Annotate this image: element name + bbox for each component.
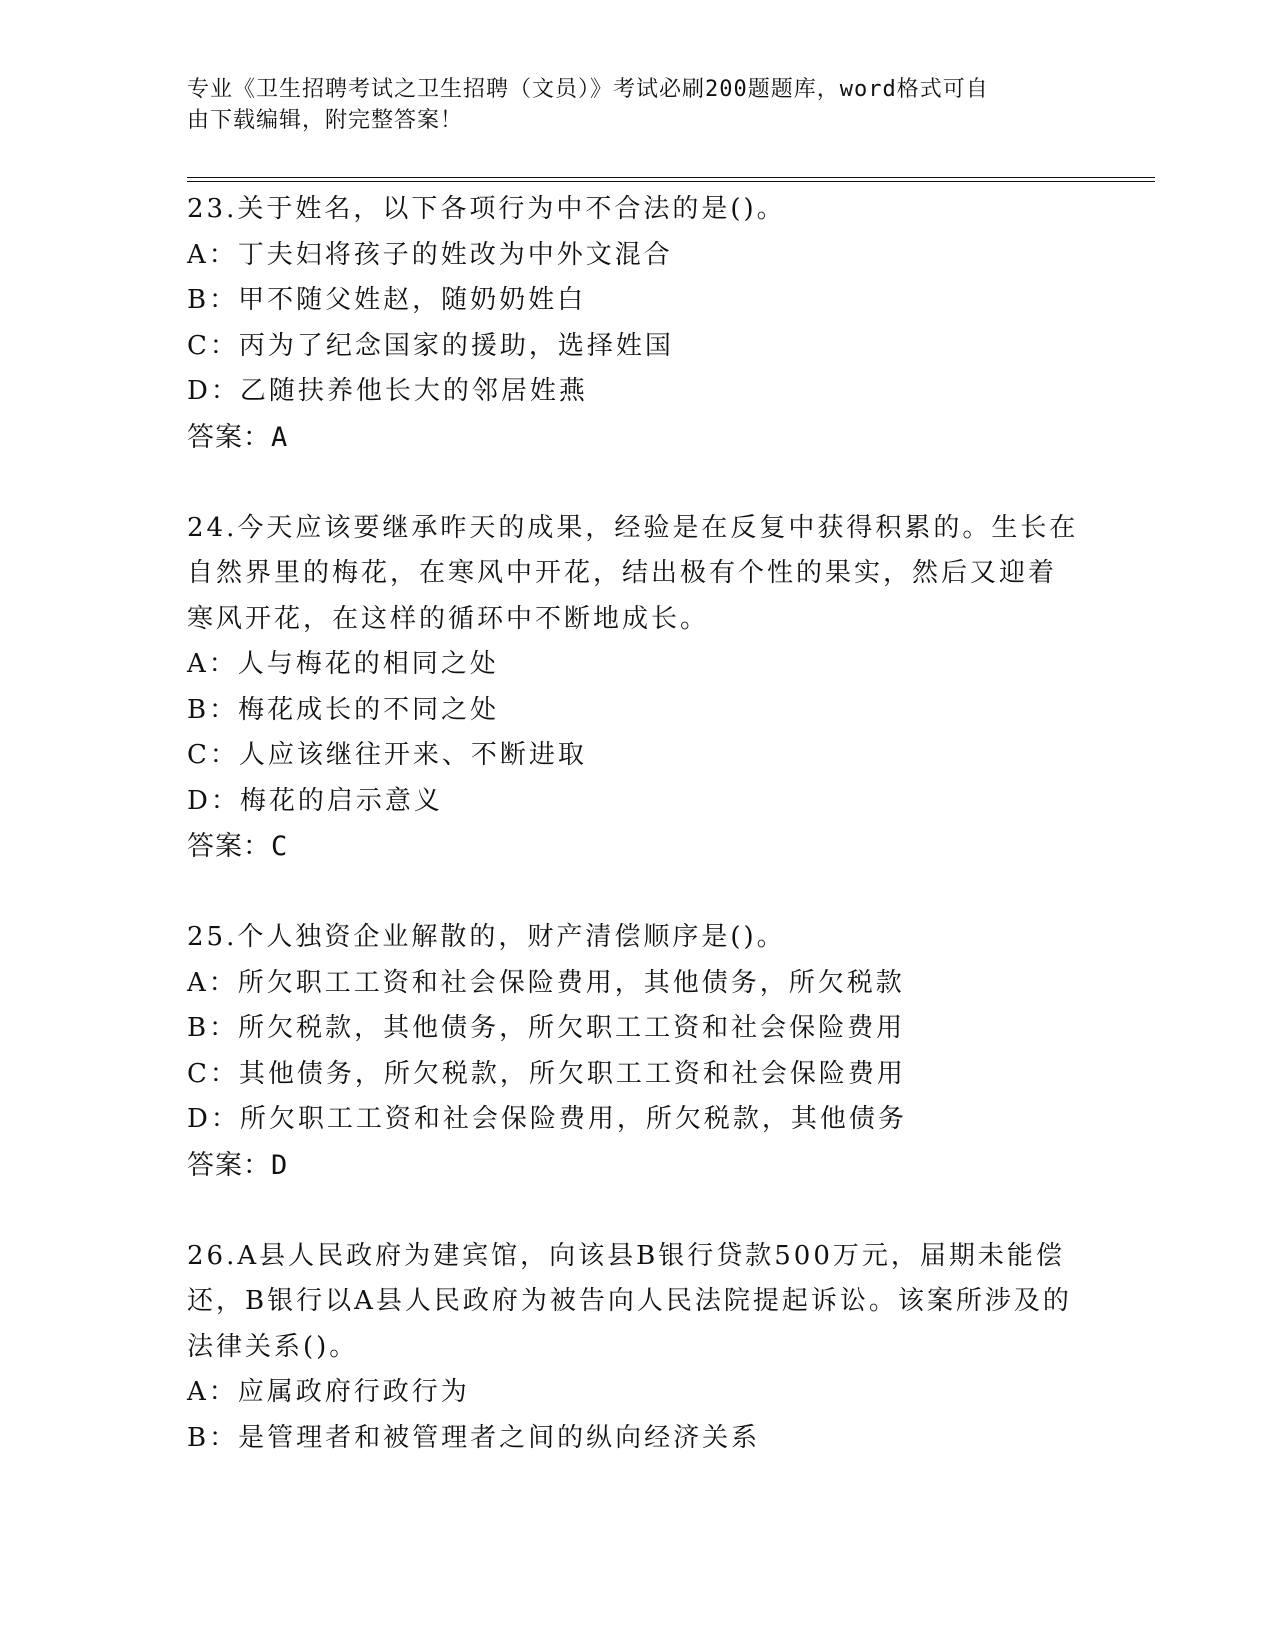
option-a: A：应属政府行政行为 <box>187 1377 470 1407</box>
question-stem-continued: 自然界里的梅花，在寒风中开花，结出极有个性的果实，然后又迎着 <box>187 558 1058 588</box>
question-26 <box>187 1234 1087 1462</box>
option-c: C：人应该继往开来、不断进取 <box>187 740 587 770</box>
option-a: A：丁夫妇将孩子的姓改为中外文混合 <box>187 239 673 270</box>
option-c: C：丙为了纪念国家的援助，选择姓国 <box>187 330 674 361</box>
question-25 <box>187 915 1087 1188</box>
question-stem: 23.关于姓名，以下各项行为中不合法的是()。 <box>187 194 786 224</box>
header-divider-bottom <box>187 181 1155 182</box>
question-stem-continued: 寒风开花，在这样的循环中不断地成长。 <box>187 603 710 634</box>
option-b: B：所欠税款，其他债务，所欠职工工资和社会保险费用 <box>187 1013 906 1043</box>
option-c: C：其他债务，所欠税款，所欠职工工资和社会保险费用 <box>187 1058 906 1089</box>
option-a: A：人与梅花的相同之处 <box>187 649 499 679</box>
header-line-1: 专业《卫生招聘考试之卫生招聘（文员）》考试必刷200题题库，word格式可自 <box>187 77 989 102</box>
question-stem: 26.A县人民政府为建宾馆，向该县B银行贷款500万元，届期未能偿 <box>187 1240 1065 1271</box>
option-d: D：梅花的启示意义 <box>187 785 443 816</box>
option-d: D：所欠职工工资和社会保险费用，所欠税款，其他债务 <box>187 1104 907 1134</box>
option-d: D：乙随扶养他长大的邻居姓燕 <box>187 376 588 406</box>
header-line-2: 由下载编辑，附完整答案！ <box>187 108 464 133</box>
document-header <box>187 74 1067 136</box>
option-b: B：甲不随父姓赵，随奶奶姓白 <box>187 285 587 315</box>
question-23 <box>187 187 1087 460</box>
question-stem: 25.个人独资企业解散的，财产清偿顺序是()。 <box>187 922 786 952</box>
answer: 答案：C <box>187 831 289 862</box>
option-b: B：是管理者和被管理者之间的纵向经济关系 <box>187 1422 761 1453</box>
question-stem-continued: 法律关系()。 <box>187 1331 359 1362</box>
option-a: A：所欠职工工资和社会保险费用，其他债务，所欠税款 <box>187 967 905 998</box>
answer: 答案：A <box>187 421 289 453</box>
question-stem: 24.今天应该要继承昨天的成果，经验是在反复中获得积累的。生长在 <box>187 512 1079 543</box>
header-divider-top <box>187 177 1155 178</box>
question-stem-continued: 还，B银行以A县人民政府为被告向人民法院提起诉讼。该案所涉及的 <box>187 1286 1072 1316</box>
question-list <box>187 187 1087 1461</box>
question-24 <box>187 506 1087 870</box>
answer: 答案：D <box>187 1149 289 1181</box>
option-b: B：梅花成长的不同之处 <box>187 694 500 725</box>
